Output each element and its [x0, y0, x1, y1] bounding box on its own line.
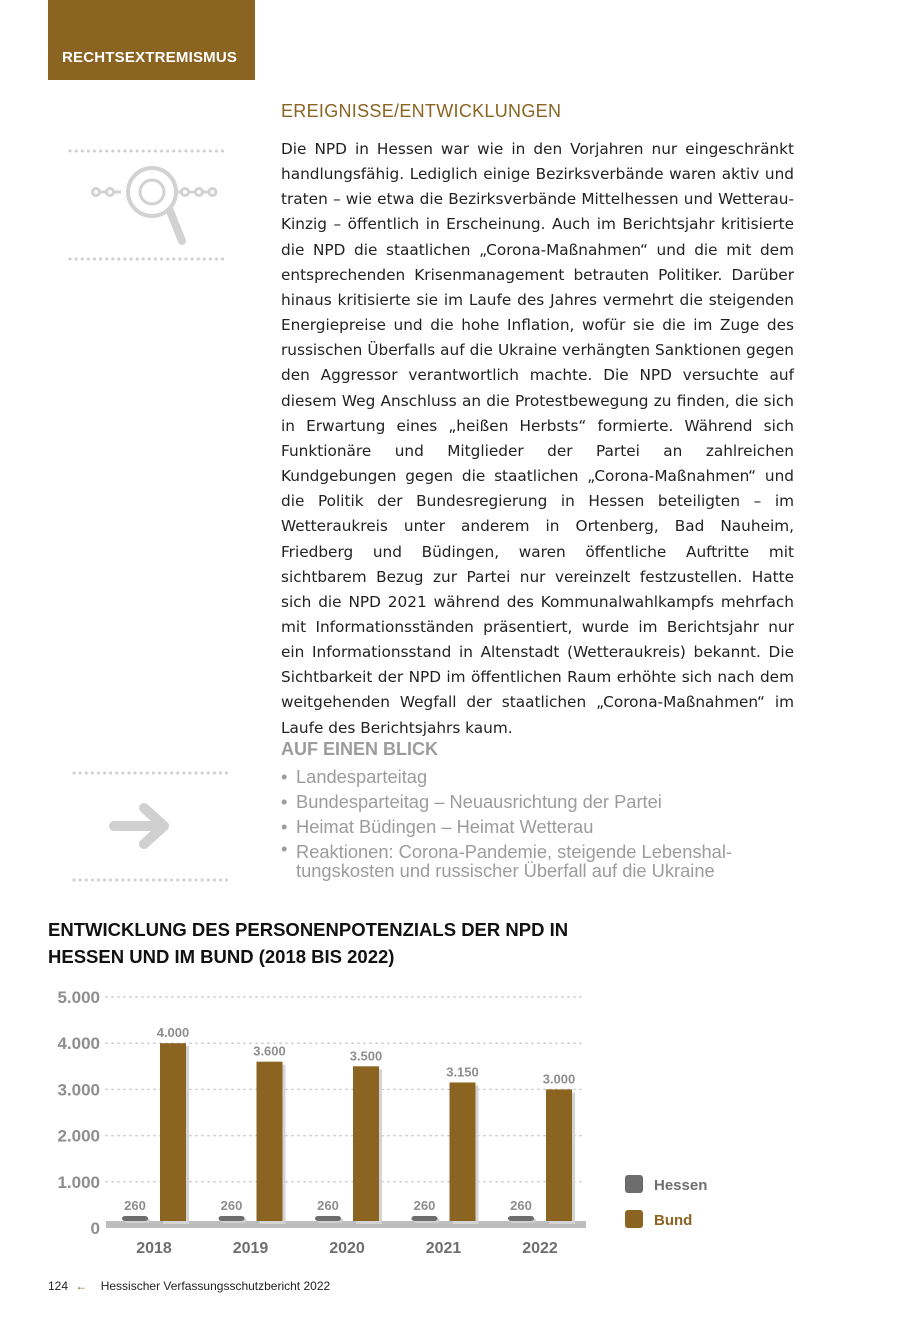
data-label-bund: 3.500 — [349, 1048, 383, 1064]
bar-hessen — [122, 1216, 148, 1221]
at-a-glance-list — [281, 764, 801, 880]
data-label-bund: 3.600 — [253, 1043, 286, 1059]
bar-hessen — [219, 1216, 245, 1221]
chart-title-line-1: ENTWICKLUNG DES PERSONENPOTENZIALS DER NPD IN — [48, 919, 569, 940]
events-paragraph: Die NPD in Hessen war wie in den Vorjahren nur eingeschränkt handlungsfähig. Lediglich einige Bezirksverbände waren aktiv und traten – wie etwa die Bezirksverbände Mittelhessen und Wetterau-Kinzig – öffentlich in Erscheinung. Auch im Berichtsjahr kritisierte die NPD die staatlichen „Corona-Maßnahmen“ und die mit dem entsprechenden Krisenmanagement betrauten Politiker. Darüber hinaus kritisierte sie im Laufe des Jahres vermehrt die steigenden Energiepreise und die hohe Inflation, wofür sie die im Zuge des russischen Überfalls auf die Ukraine verhängten Sanktionen gegen den Aggressor verantwortlich machte. Die NPD versuchte auf diesem Weg Anschluss an die Protestbewegung zu finden, die sich in Erwartung eines „heißen Herbsts“ formierte. Während sich Funktionäre und Mitglieder der Partei an zahlreichen Kundgebungen gegen die staatlichen „Corona-Maßnahmen“ und die Politik der Bundesregierung in Hessen beteiligten – im Wetteraukreis unter anderem in Ortenberg, Bad Nauheim, Friedberg und Büdingen, waren öffentliche Auftritte mit sichtbarem Bezug zur Partei nur vereinzelt festzustellen. Hatte sich die NPD 2021 während des Kommunalwahlkampfs mehrfach mit Informationsständen präsentiert, wurde im Berichtsjahr nur ein Informationsstand in Altenstadt (Wetteraukreis) bekannt. Die Sichtbarkeit der NPD im öffentlichen Raum erhöhte sich nach dem weitgehenden Wegfall der staatlichen „Corona-Maßnahmen“ im Laufe des Berichtsjahrs kaum. — [281, 140, 794, 737]
bar-bund — [546, 1089, 572, 1221]
at-a-glance-heading: AUF EINEN BLICK — [281, 739, 438, 759]
bar-bund — [450, 1082, 476, 1221]
y-tick-label: 1.000 — [57, 1172, 100, 1192]
legend-label-bund: Bund — [654, 1212, 693, 1229]
data-label-hessen: 260 — [413, 1197, 436, 1213]
page-number: 124 — [48, 1279, 69, 1293]
legend-swatch-hessen — [625, 1175, 643, 1193]
bar-bund — [257, 1062, 283, 1221]
x-tick-label: 2020 — [329, 1240, 365, 1257]
data-label-bund: 3.150 — [446, 1064, 479, 1080]
legend-label-hessen: Hessen — [654, 1177, 708, 1194]
x-tick-label: 2018 — [136, 1240, 172, 1257]
section-tab-label: RECHTSEXTREMISMUS — [62, 49, 238, 66]
bar-bund — [353, 1066, 379, 1221]
list-item: • Landesparteitag — [281, 764, 801, 789]
list-item: • Heimat Büdingen – Heimat Wetterau — [281, 814, 801, 839]
events-heading: EREIGNISSE/ENTWICKLUNGEN — [281, 101, 562, 121]
bar-hessen — [508, 1216, 534, 1221]
npd-personnel-bar-chart — [40, 980, 740, 1265]
y-tick-label: 3.000 — [57, 1080, 100, 1100]
data-label-bund: 4.000 — [156, 1025, 190, 1041]
data-label-hessen: 260 — [220, 1197, 243, 1213]
legend-swatch-bund — [625, 1210, 643, 1228]
y-tick-label: 4.000 — [57, 1034, 100, 1054]
section-tab — [48, 0, 255, 80]
bar-bund — [160, 1043, 186, 1221]
y-tick-label: 5.000 — [57, 988, 100, 1007]
data-label-hessen: 260 — [510, 1197, 532, 1213]
arrow-right-icon — [72, 766, 237, 886]
report-title: Hessischer Verfassungsschutzbericht 2022 — [100, 1279, 331, 1293]
chart-title-line-2: HESSEN UND IM BUND (2018 BIS 2022) — [48, 946, 395, 967]
x-tick-label: 2021 — [425, 1240, 462, 1257]
list-item: • Bundesparteitag – Neuausrichtung der Partei — [281, 789, 801, 814]
search-network-icon — [68, 144, 233, 266]
arrow-left-icon: ← — [75, 1279, 88, 1293]
bar-hessen — [315, 1216, 341, 1221]
bar-hessen — [412, 1216, 438, 1221]
y-tick-label: 0 — [90, 1219, 100, 1238]
footer — [48, 1279, 330, 1293]
list-item: • Reaktionen: Corona-Pandemie, steigende Lebenshaltungskosten und russischer Überfall auf die Ukraine — [281, 839, 801, 880]
data-label-hessen: 260 — [124, 1197, 146, 1213]
x-tick-label: 2022 — [522, 1240, 558, 1257]
chart-title — [48, 916, 648, 970]
data-label-hessen: 260 — [317, 1197, 339, 1213]
data-label-bund: 3.000 — [542, 1071, 576, 1087]
x-tick-label: 2019 — [232, 1240, 269, 1257]
y-tick-label: 2.000 — [57, 1126, 100, 1146]
